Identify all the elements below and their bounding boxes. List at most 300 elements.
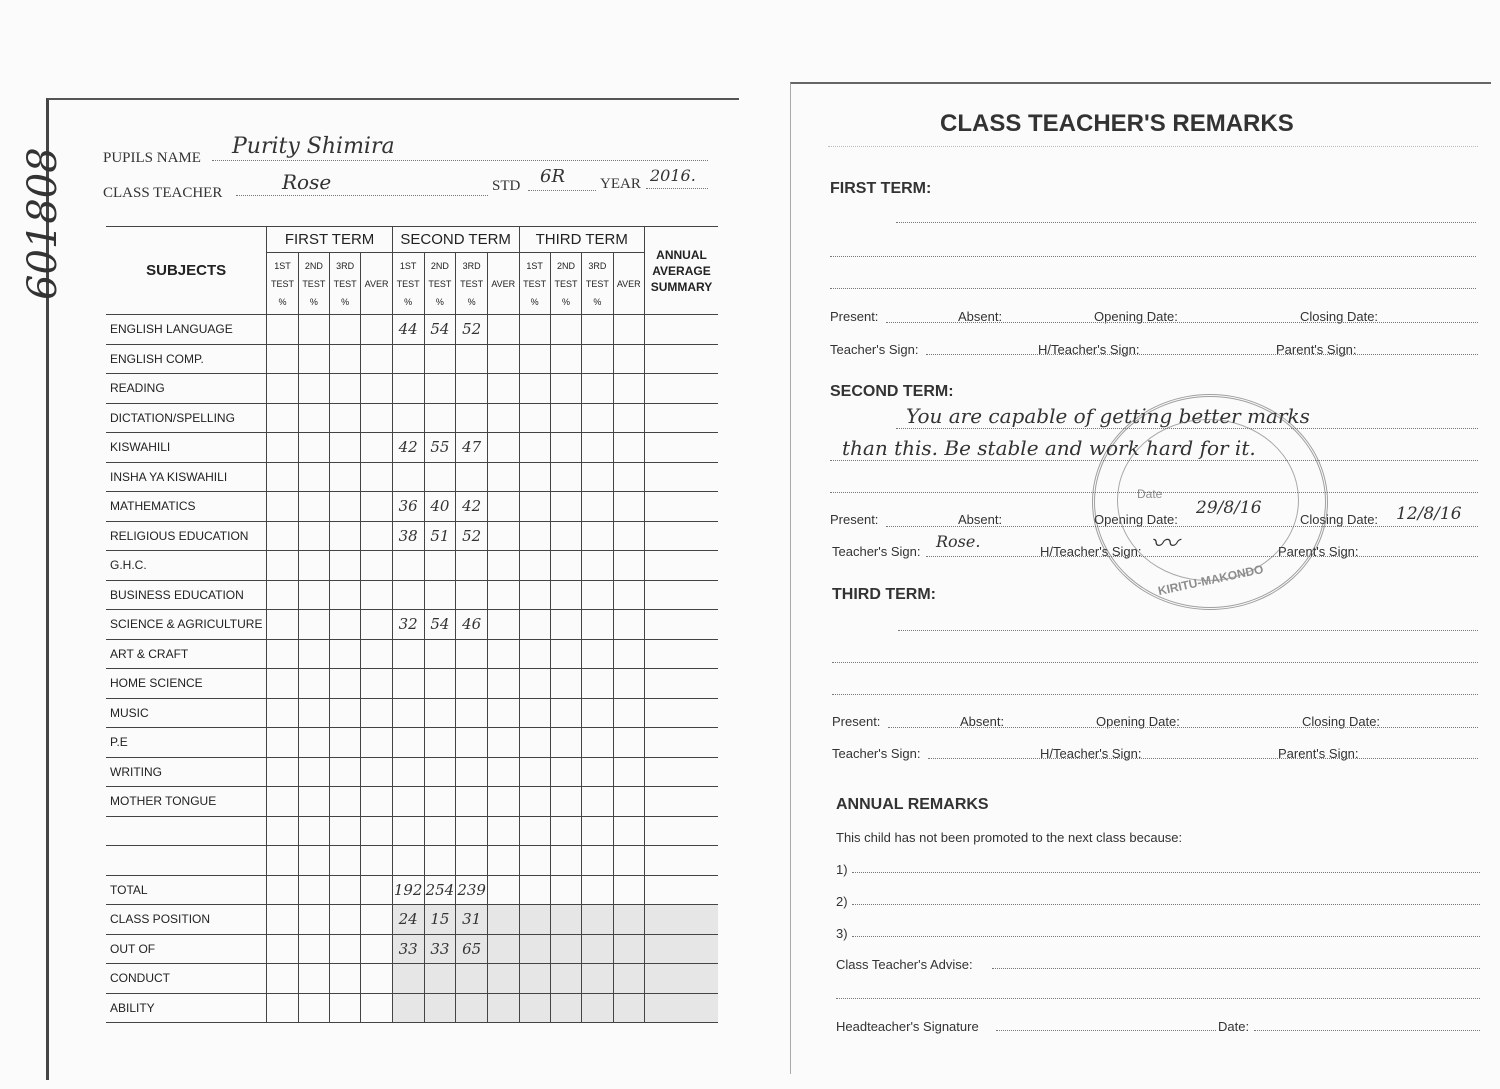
subject-name: CLASS POSITION (106, 905, 267, 935)
mark-cell (613, 846, 644, 876)
mark-cell (361, 315, 392, 345)
table-row (106, 934, 718, 964)
table-row (106, 846, 718, 876)
mark-cell (361, 669, 392, 699)
second-term-cell (424, 934, 456, 964)
reason-1-label: 1) (836, 862, 848, 877)
first-opening-label: Opening Date: (1094, 309, 1178, 324)
annual-average-cell (644, 610, 718, 640)
table-row (106, 669, 718, 699)
mark-cell (361, 403, 392, 433)
second-term-cell (424, 580, 456, 610)
mark-cell (519, 728, 550, 758)
mark-cell (519, 787, 550, 817)
mark-cell (613, 964, 644, 994)
mark-cell (267, 403, 298, 433)
mark-cell (488, 433, 519, 463)
mark-cell (582, 462, 613, 492)
mark-cell (361, 462, 392, 492)
mark-cell (267, 610, 298, 640)
annual-average-cell (644, 816, 718, 846)
mark-cell (582, 905, 613, 935)
third-term-heading: THIRD TERM: (832, 586, 936, 603)
third-present-label: Present: (832, 714, 881, 729)
mark-cell (267, 934, 298, 964)
first-term-heading: FIRST TERM: (830, 180, 932, 197)
mark-cell (361, 816, 392, 846)
mark-cell (267, 757, 298, 787)
second-term-test-1-mark: 38 (398, 526, 418, 545)
mark-cell (550, 610, 581, 640)
mark-cell (361, 846, 392, 876)
mark-cell (550, 669, 581, 699)
annual-average-header: ANNUAL AVERAGE SUMMARY (644, 227, 718, 315)
subject-name: OUT OF (106, 934, 267, 964)
mark-cell (330, 787, 361, 817)
third-absent-label: Absent: (960, 714, 1005, 729)
mark-cell (298, 344, 329, 374)
mark-cell (550, 403, 581, 433)
mark-cell (582, 728, 613, 758)
second-term-cell (456, 993, 488, 1023)
term-3-col-2-label: 2ND TEST % (550, 253, 581, 315)
marks-table (106, 226, 718, 1023)
annual-average-cell (644, 374, 718, 404)
mark-cell (582, 551, 613, 581)
third-opening-label: Opening Date: (1096, 714, 1180, 729)
mark-cell (330, 403, 361, 433)
term-3-col-3-label: 3RD TEST % (582, 253, 613, 315)
mark-cell (582, 669, 613, 699)
mark-cell (550, 757, 581, 787)
mark-cell (550, 698, 581, 728)
mark-cell (330, 905, 361, 935)
mark-cell (519, 315, 550, 345)
mark-cell (613, 403, 644, 433)
second-term-cell (424, 492, 456, 522)
second-term-cell (456, 580, 488, 610)
mark-cell (488, 462, 519, 492)
second-term-test-2-mark: 33 (430, 939, 450, 958)
mark-cell (361, 580, 392, 610)
mark-cell (298, 934, 329, 964)
class-teacher-advise-label: Class Teacher's Advise: (836, 957, 973, 972)
first-parent-sign-label: Parent's Sign: (1276, 342, 1357, 357)
mark-cell (613, 521, 644, 551)
mark-cell (550, 462, 581, 492)
table-row (106, 492, 718, 522)
second-term-cell (392, 374, 424, 404)
mark-cell (488, 816, 519, 846)
mark-cell (330, 698, 361, 728)
annual-average-cell (644, 344, 718, 374)
mark-cell (550, 905, 581, 935)
mark-cell (519, 551, 550, 581)
term-1-col-2-label: 2ND TEST % (298, 253, 329, 315)
mark-cell (550, 433, 581, 463)
subject-name: P.E (106, 728, 267, 758)
std-line (528, 190, 596, 191)
second-term-cell (392, 698, 424, 728)
mark-cell (330, 875, 361, 905)
mark-cell (267, 551, 298, 581)
mark-cell (267, 433, 298, 463)
first-term-line-3 (830, 288, 1476, 289)
mark-cell (488, 757, 519, 787)
year-label: YEAR (600, 176, 641, 192)
second-parent-sign-label: Parent's Sign: (1278, 544, 1359, 559)
second-term-test-3-mark: 52 (462, 526, 482, 545)
mark-cell (361, 905, 392, 935)
second-term-cell (424, 757, 456, 787)
mark-cell (550, 344, 581, 374)
second-term-cell (424, 315, 456, 345)
second-term-cell (456, 757, 488, 787)
mark-cell (267, 521, 298, 551)
subject-name: RELIGIOUS EDUCATION (106, 521, 267, 551)
table-row (106, 403, 718, 433)
mark-cell (519, 757, 550, 787)
annual-average-cell (644, 639, 718, 669)
mark-cell (267, 374, 298, 404)
subject-name: READING (106, 374, 267, 404)
second-term-test-1-mark: 36 (398, 497, 418, 516)
second-teacher-sign-label: Teacher's Sign: (832, 544, 921, 559)
second-term-cell (392, 462, 424, 492)
pupils-name-value: Purity Shimira (232, 134, 395, 159)
second-term-test-1-mark: 44 (398, 320, 418, 339)
mark-cell (330, 433, 361, 463)
mark-cell (613, 934, 644, 964)
mark-cell (550, 816, 581, 846)
mark-cell (330, 934, 361, 964)
mark-cell (519, 905, 550, 935)
mark-cell (488, 875, 519, 905)
mark-cell (267, 816, 298, 846)
second-remark-line-1: You are capable of getting better marks (906, 404, 1310, 428)
mark-cell (613, 639, 644, 669)
mark-cell (267, 993, 298, 1023)
mark-cell (267, 639, 298, 669)
second-term-test-1-mark: 33 (398, 939, 418, 958)
annual-average-cell (644, 403, 718, 433)
mark-cell (330, 993, 361, 1023)
reason-2-line (852, 904, 1480, 905)
second-term-test-2-mark: 15 (430, 910, 450, 929)
second-term-cell (424, 551, 456, 581)
mark-cell (298, 610, 329, 640)
mark-cell (550, 580, 581, 610)
mark-cell (298, 521, 329, 551)
mark-cell (267, 964, 298, 994)
mark-cell (613, 875, 644, 905)
year-line (646, 188, 708, 189)
second-term-test-1-mark: 24 (398, 910, 418, 929)
mark-cell (361, 344, 392, 374)
third-closing-label: Closing Date: (1302, 714, 1381, 729)
second-term-cell (392, 580, 424, 610)
mark-cell (519, 964, 550, 994)
second-term-cell (424, 433, 456, 463)
mark-cell (488, 698, 519, 728)
mark-cell (361, 757, 392, 787)
annual-average-cell (644, 905, 718, 935)
table-row (106, 787, 718, 817)
second-term-cell (392, 993, 424, 1023)
second-term-cell (424, 905, 456, 935)
mark-cell (298, 462, 329, 492)
remarks-title: CLASS TEACHER'S REMARKS (940, 110, 1294, 137)
table-row (106, 433, 718, 463)
second-term-test-3-mark: 42 (462, 497, 482, 516)
second-term-cell (392, 757, 424, 787)
mark-cell (267, 344, 298, 374)
subject-name: ENGLISH COMP. (106, 344, 267, 374)
second-term-cell (424, 846, 456, 876)
mark-cell (330, 374, 361, 404)
advise-line-1 (992, 968, 1480, 969)
table-row (106, 757, 718, 787)
second-term-test-3-mark: 52 (462, 320, 482, 339)
mark-cell (298, 551, 329, 581)
mark-cell (361, 610, 392, 640)
reason-1-line (852, 872, 1480, 873)
mark-cell (267, 728, 298, 758)
second-closing-value: 12/8/16 (1396, 504, 1462, 524)
third-term-header: THIRD TERM (519, 227, 644, 253)
mark-cell (613, 698, 644, 728)
term-2-col-4-label: AVER (488, 253, 519, 315)
mark-cell (361, 521, 392, 551)
second-term-cell (424, 964, 456, 994)
subject-name: KISWAHILI (106, 433, 267, 463)
second-term-test-2-mark: 51 (430, 526, 450, 545)
mark-cell (519, 669, 550, 699)
table-row (106, 315, 718, 345)
mark-cell (267, 315, 298, 345)
second-term-test-2-mark: 54 (430, 615, 450, 634)
mark-cell (613, 433, 644, 463)
mark-cell (298, 787, 329, 817)
mark-cell (361, 551, 392, 581)
second-term-cell (424, 669, 456, 699)
subjects-header: SUBJECTS (106, 227, 267, 315)
subject-name: INSHA YA KISWAHILI (106, 462, 267, 492)
mark-cell (613, 669, 644, 699)
second-term-test-3-mark: 47 (462, 438, 482, 457)
table-row (106, 374, 718, 404)
mark-cell (613, 757, 644, 787)
mark-cell (330, 315, 361, 345)
mark-cell (267, 669, 298, 699)
term-3-col-4-label: AVER (613, 253, 644, 315)
first-attendance-line (886, 322, 1478, 323)
annual-average-cell (644, 580, 718, 610)
term-1-col-3-label: 3RD TEST % (330, 253, 361, 315)
annual-average-cell (644, 433, 718, 463)
annual-average-cell (644, 934, 718, 964)
mark-cell (582, 993, 613, 1023)
term-3-col-1-label: 1ST TEST % (519, 253, 550, 315)
subject-name: HOME SCIENCE (106, 669, 267, 699)
mark-cell (519, 492, 550, 522)
mark-cell (582, 580, 613, 610)
table-row (106, 993, 718, 1023)
mark-cell (488, 787, 519, 817)
annual-average-cell (644, 492, 718, 522)
term-2-col-2-label: 2ND TEST % (424, 253, 456, 315)
advise-line-2 (836, 998, 1480, 999)
mark-cell (330, 492, 361, 522)
third-sign-line (928, 758, 1478, 759)
second-term-cell (392, 551, 424, 581)
second-term-test-1-mark: 32 (398, 615, 418, 634)
subject-name: G.H.C. (106, 551, 267, 581)
second-opening-label: Opening Date: (1094, 512, 1178, 527)
mark-cell (582, 344, 613, 374)
mark-cell (550, 934, 581, 964)
mark-cell (613, 816, 644, 846)
mark-cell (582, 639, 613, 669)
second-term-cell (424, 344, 456, 374)
mark-cell (582, 492, 613, 522)
mark-cell (582, 315, 613, 345)
mark-cell (550, 315, 581, 345)
mark-cell (488, 846, 519, 876)
second-term-cell (456, 787, 488, 817)
subject-name: SCIENCE & AGRICULTURE (106, 610, 267, 640)
mark-cell (519, 610, 550, 640)
annual-average-cell (644, 521, 718, 551)
mark-cell (488, 344, 519, 374)
mark-cell (361, 875, 392, 905)
table-row (106, 462, 718, 492)
second-term-cell (424, 728, 456, 758)
mark-cell (298, 728, 329, 758)
annual-average-cell (644, 875, 718, 905)
mark-cell (519, 846, 550, 876)
mark-cell (613, 580, 644, 610)
mark-cell (550, 492, 581, 522)
mark-cell (361, 698, 392, 728)
second-term-cell (424, 374, 456, 404)
mark-cell (267, 580, 298, 610)
std-label: STD (492, 178, 521, 194)
subject-name: MATHEMATICS (106, 492, 267, 522)
mark-cell (298, 964, 329, 994)
third-parent-sign-label: Parent's Sign: (1278, 746, 1359, 761)
mark-cell (519, 639, 550, 669)
third-attendance-line (888, 727, 1478, 728)
mark-cell (550, 964, 581, 994)
headteacher-signature-label: Headteacher's Signature (836, 1019, 979, 1034)
mark-cell (330, 580, 361, 610)
second-term-cell (392, 728, 424, 758)
second-absent-label: Absent: (958, 512, 1003, 527)
mark-cell (298, 492, 329, 522)
mark-cell (361, 934, 392, 964)
mark-cell (488, 315, 519, 345)
mark-cell (488, 551, 519, 581)
pupils-name-label: PUPILS NAME (103, 150, 201, 166)
mark-cell (582, 698, 613, 728)
second-term-test-2-mark: 54 (430, 320, 450, 339)
mark-cell (330, 344, 361, 374)
second-term-header: SECOND TERM (392, 227, 519, 253)
reason-3-line (852, 936, 1480, 937)
second-term-cell (456, 315, 488, 345)
second-term-heading: SECOND TERM: (830, 383, 954, 400)
pupils-name-line (212, 160, 708, 161)
mark-cell (550, 875, 581, 905)
second-term-test-1-mark: 42 (398, 438, 418, 457)
mark-cell (298, 698, 329, 728)
stamp-text: KIRITU-MAKONDO (1156, 561, 1265, 599)
mark-cell (298, 846, 329, 876)
subject-name: BUSINESS EDUCATION (106, 580, 267, 610)
class-teacher-value: Rose (282, 170, 332, 194)
table-row (106, 580, 718, 610)
stamp-date-label: Date (1137, 487, 1163, 501)
mark-cell (613, 462, 644, 492)
second-term-cell (456, 698, 488, 728)
second-term-cell (392, 344, 424, 374)
third-teacher-sign-label: Teacher's Sign: (832, 746, 921, 761)
mark-cell (298, 816, 329, 846)
mark-cell (330, 639, 361, 669)
mark-cell (519, 433, 550, 463)
second-term-cell (456, 403, 488, 433)
second-term-cell (456, 669, 488, 699)
mark-cell (361, 639, 392, 669)
table-row (106, 521, 718, 551)
table-row (106, 551, 718, 581)
mark-cell (613, 993, 644, 1023)
first-sign-line (926, 354, 1478, 355)
second-term-cell (392, 521, 424, 551)
subject-name: MUSIC (106, 698, 267, 728)
mark-cell (582, 816, 613, 846)
mark-cell (298, 403, 329, 433)
annual-average-cell (644, 551, 718, 581)
mark-cell (519, 816, 550, 846)
annual-average-cell (644, 698, 718, 728)
mark-cell (613, 315, 644, 345)
mark-cell (582, 433, 613, 463)
mark-cell (330, 669, 361, 699)
second-hteacher-sign-label: H/Teacher's Sign: (1040, 544, 1142, 559)
second-term-cell (424, 403, 456, 433)
mark-cell (519, 580, 550, 610)
mark-cell (361, 787, 392, 817)
second-term-cell (392, 403, 424, 433)
second-term-cell (424, 787, 456, 817)
mark-cell (488, 934, 519, 964)
second-term-cell (424, 462, 456, 492)
table-row (106, 728, 718, 758)
mark-cell (298, 905, 329, 935)
std-value: 6R (540, 166, 566, 187)
second-term-cell (392, 433, 424, 463)
mark-cell (298, 993, 329, 1023)
first-closing-label: Closing Date: (1300, 309, 1379, 324)
headteacher-date-line (1254, 1030, 1480, 1031)
second-term-cell (456, 374, 488, 404)
table-row (106, 816, 718, 846)
first-term-line-1 (896, 222, 1476, 223)
mark-cell (488, 492, 519, 522)
mark-cell (519, 698, 550, 728)
